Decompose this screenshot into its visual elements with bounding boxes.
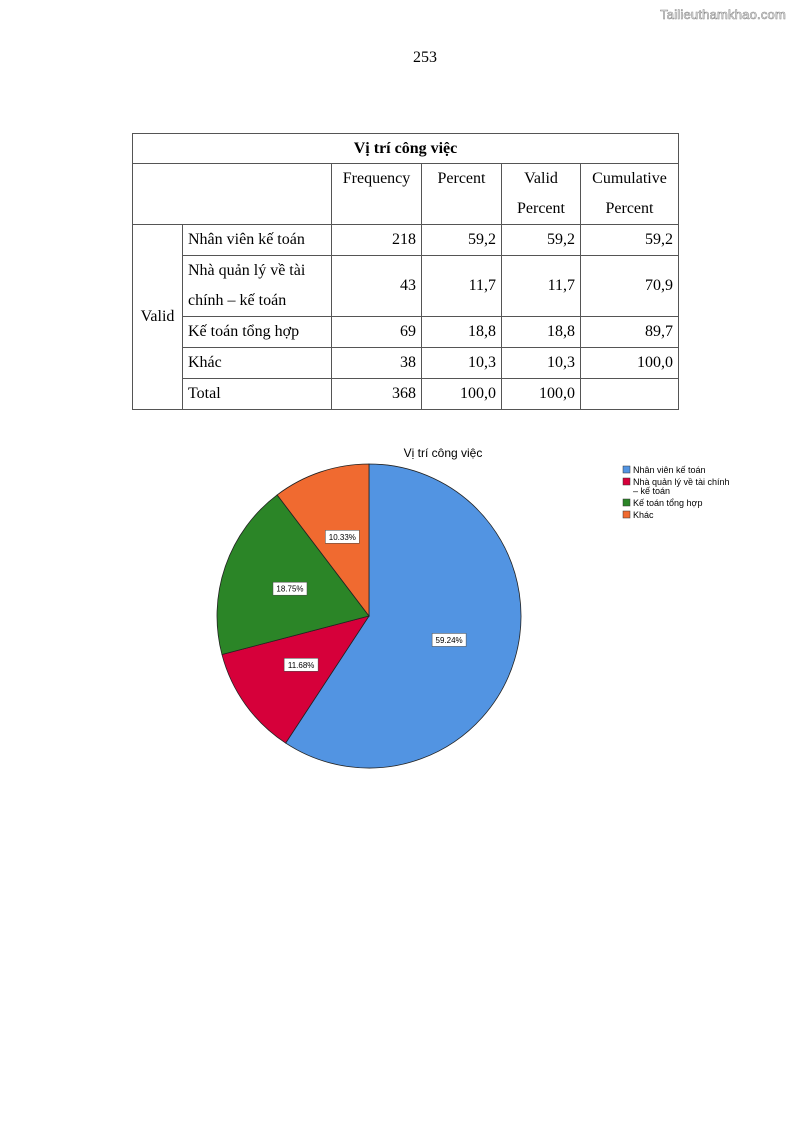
legend-label: – kế toán xyxy=(633,486,671,496)
table-row xyxy=(133,348,679,379)
chart-title: Vị trí công việc xyxy=(403,446,483,460)
table-header-row xyxy=(133,164,679,225)
row-valid-percent: 10,3 xyxy=(502,348,581,379)
table-row xyxy=(133,225,679,256)
watermark: Tailieuthamkhao.com xyxy=(660,7,786,22)
header-valid-line1: Valid xyxy=(524,170,558,187)
row-percent: 11,7 xyxy=(422,256,502,317)
row-frequency: 368 xyxy=(332,379,422,410)
legend-label: Khác xyxy=(633,510,654,520)
legend-swatch xyxy=(623,511,630,518)
chart-legend xyxy=(623,465,730,520)
row-percent: 100,0 xyxy=(422,379,502,410)
header-cumulative-percent xyxy=(581,164,679,225)
table-row-total xyxy=(133,379,679,410)
row-valid-percent: 100,0 xyxy=(502,379,581,410)
legend-label: Kế toán tổng hợp xyxy=(633,498,703,508)
table-row xyxy=(133,256,679,317)
header-valid-line2: Percent xyxy=(517,200,565,217)
header-empty-cell xyxy=(133,164,332,225)
row-label xyxy=(183,256,332,317)
header-cumulative-line1: Cumulative xyxy=(592,170,667,187)
row-label: Nhân viên kế toán xyxy=(183,225,332,256)
table-row xyxy=(133,317,679,348)
legend-swatch xyxy=(623,466,630,473)
pie-slices xyxy=(217,464,521,768)
pie-chart xyxy=(0,430,794,790)
row-percent: 10,3 xyxy=(422,348,502,379)
pie-chart-svg xyxy=(0,430,794,790)
row-label-line1: Nhà quản lý về tài xyxy=(188,262,306,279)
row-frequency: 69 xyxy=(332,317,422,348)
table-title-row xyxy=(133,134,679,164)
row-cumulative: 89,7 xyxy=(581,317,679,348)
row-label: Khác xyxy=(183,348,332,379)
row-valid-percent: 59,2 xyxy=(502,225,581,256)
row-frequency: 43 xyxy=(332,256,422,317)
header-valid-percent xyxy=(502,164,581,225)
header-percent: Percent xyxy=(422,164,502,225)
slice-label: 10.33% xyxy=(328,532,356,542)
row-valid-percent: 11,7 xyxy=(502,256,581,317)
slice-label: 18.75% xyxy=(276,584,304,594)
row-cumulative xyxy=(581,379,679,410)
table-title: Vị trí công việc xyxy=(133,134,679,164)
row-label: Kế toán tổng hợp xyxy=(183,317,332,348)
page-number: 253 xyxy=(413,49,437,66)
row-frequency: 218 xyxy=(332,225,422,256)
row-label-line2: chính – kế toán xyxy=(188,292,287,309)
row-frequency: 38 xyxy=(332,348,422,379)
row-valid-percent: 18,8 xyxy=(502,317,581,348)
legend-swatch xyxy=(623,478,630,485)
legend-label: Nhà quản lý về tài chính xyxy=(633,477,730,487)
row-label: Total xyxy=(183,379,332,410)
legend-swatch xyxy=(623,499,630,506)
row-cumulative: 100,0 xyxy=(581,348,679,379)
row-cumulative: 70,9 xyxy=(581,256,679,317)
header-cumulative-line2: Percent xyxy=(605,200,654,217)
legend-label: Nhân viên kế toán xyxy=(633,465,706,475)
frequency-table xyxy=(132,133,679,410)
row-percent: 59,2 xyxy=(422,225,502,256)
header-frequency: Frequency xyxy=(332,164,422,225)
row-cumulative: 59,2 xyxy=(581,225,679,256)
slice-label: 11.68% xyxy=(287,660,315,670)
group-label: Valid xyxy=(133,225,183,410)
slice-label: 59.24% xyxy=(435,635,463,645)
row-percent: 18,8 xyxy=(422,317,502,348)
